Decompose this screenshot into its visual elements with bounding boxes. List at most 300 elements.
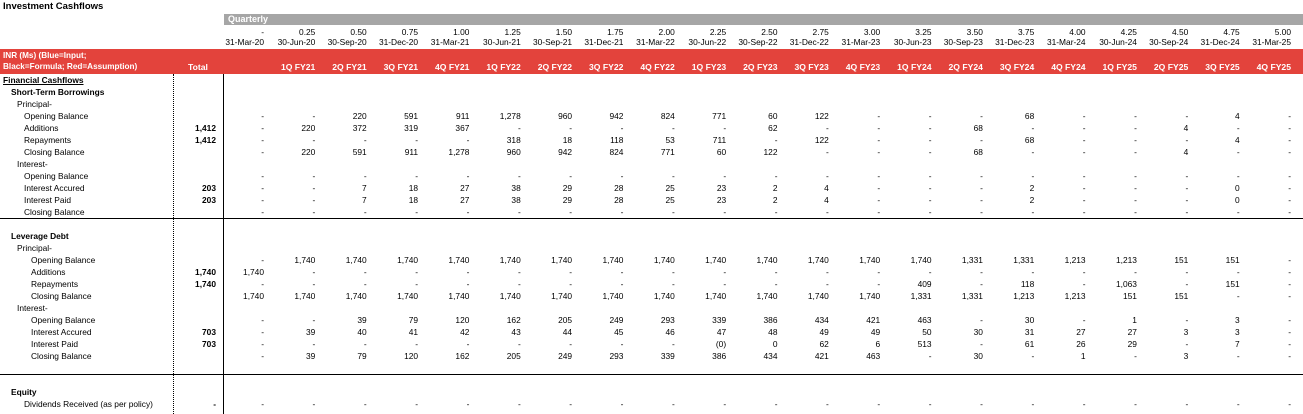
cell-value: - — [1134, 171, 1137, 181]
cell-value: - — [415, 399, 419, 409]
cell-value: - — [261, 327, 264, 337]
cell-value: - — [672, 339, 675, 349]
cell-value: 25 — [665, 195, 675, 205]
cell-value: (0) — [715, 339, 727, 349]
cell-value: 60 — [768, 111, 778, 121]
cell-value: 1,331 — [961, 291, 983, 301]
cell-value: - — [928, 183, 932, 193]
cell-value: - — [672, 267, 675, 277]
cell-value: - — [928, 171, 932, 181]
units-legend-line1: INR (Ms) (Blue=Input; — [3, 51, 87, 60]
cell-value: - — [1082, 399, 1086, 409]
cell-value: 4 — [824, 183, 829, 193]
cell-value: 47 — [716, 327, 727, 337]
cell-value: 1,740 — [653, 291, 675, 301]
cell-value: - — [1185, 279, 1189, 289]
row-total: 1,412 — [195, 123, 216, 133]
units-legend-line2: Black=Formula; Red=Assumption) — [3, 62, 138, 71]
row-label: Interest Paid — [31, 339, 79, 349]
cell-value: - — [1134, 399, 1137, 409]
cell-value: - — [312, 171, 316, 181]
cell-value: 293 — [660, 315, 675, 325]
period-date: 31-Mar-20 — [225, 37, 264, 47]
quarter-label: 2Q FY21 — [332, 62, 367, 72]
cell-value: - — [1031, 267, 1035, 277]
period-date: 31-Mar-25 — [1252, 37, 1291, 47]
cell-value: - — [980, 135, 983, 145]
cell-value: 1,740 — [756, 255, 778, 265]
cell-value: - — [312, 279, 316, 289]
cell-value: - — [1082, 183, 1086, 193]
cell-value: 27 — [460, 183, 470, 193]
cell-value: - — [261, 399, 264, 409]
cell-value: - — [826, 267, 829, 277]
cell-value: - — [877, 147, 881, 157]
row-label: Additions — [24, 123, 59, 133]
row-label: Repayments — [24, 135, 72, 145]
cell-value: - — [826, 147, 829, 157]
cell-value: - — [1082, 207, 1086, 217]
cell-value: - — [980, 111, 983, 121]
quarter-label: 3Q FY24 — [999, 62, 1035, 72]
cell-value: - — [928, 147, 932, 157]
cell-value: 339 — [712, 315, 727, 325]
period-date: 30-Jun-24 — [1099, 37, 1137, 47]
quarter-label: 1Q FY22 — [486, 62, 521, 72]
cell-value: - — [1288, 255, 1291, 265]
period-year: 0.50 — [350, 27, 367, 37]
quarter-label: 1Q FY24 — [897, 62, 932, 72]
period-year: 2.25 — [709, 27, 727, 37]
cell-value: - — [928, 399, 932, 409]
cell-value: - — [415, 171, 419, 181]
cell-value: 68 — [973, 123, 983, 133]
cell-value: 1,740 — [448, 291, 470, 301]
cell-value: 824 — [609, 147, 624, 157]
cell-value: 151 — [1174, 291, 1189, 301]
period-year: 4.25 — [1120, 27, 1137, 37]
cell-value: 60 — [716, 147, 727, 157]
cell-value: - — [517, 279, 521, 289]
period-date: 30-Sep-22 — [738, 37, 778, 47]
cell-value: 1,331 — [961, 255, 983, 265]
cell-value: - — [363, 207, 367, 217]
cell-value: 1 — [1132, 315, 1137, 325]
cell-value: - — [723, 123, 727, 133]
cell-value: 2 — [772, 195, 778, 205]
cell-value: - — [1082, 111, 1086, 121]
cell-value: - — [1082, 123, 1086, 133]
cell-value: - — [261, 135, 264, 145]
period-date: 30-Sep-24 — [1149, 37, 1189, 47]
cell-value: - — [1082, 279, 1086, 289]
cell-value: - — [1236, 147, 1240, 157]
period-date: 31-Dec-23 — [995, 37, 1035, 47]
period-year: 5.00 — [1274, 27, 1291, 37]
cell-value: - — [1185, 339, 1189, 349]
cell-value: - — [1288, 339, 1291, 349]
quarter-label: 4Q FY22 — [640, 62, 675, 72]
cell-value: 120 — [404, 351, 419, 361]
total-header: Total — [188, 62, 208, 72]
cell-value: 1,740 — [551, 291, 573, 301]
cell-value: 220 — [301, 123, 316, 133]
row-total: 203 — [202, 195, 216, 205]
cell-value: - — [1082, 171, 1086, 181]
row-label: Opening Balance — [31, 315, 96, 325]
row-label: Interest- — [17, 159, 48, 169]
cell-value: - — [620, 339, 624, 349]
period-date: 31-Dec-24 — [1200, 37, 1240, 47]
cell-value: - — [826, 207, 829, 217]
cell-value: 205 — [506, 351, 521, 361]
cell-value: - — [1236, 123, 1240, 133]
cell-value: - — [877, 195, 881, 205]
cell-value: - — [312, 135, 316, 145]
cell-value: - — [1134, 135, 1137, 145]
cell-value: - — [928, 123, 932, 133]
cell-value: - — [261, 147, 264, 157]
row-label: Equity — [11, 387, 37, 397]
row-total: - — [213, 399, 216, 409]
cell-value: - — [517, 207, 521, 217]
cell-value: - — [877, 171, 881, 181]
cell-value: - — [261, 183, 264, 193]
cell-value: - — [980, 399, 983, 409]
cell-value: - — [826, 279, 829, 289]
cell-value: - — [1134, 111, 1137, 121]
cell-value: 319 — [404, 123, 419, 133]
cell-value: 960 — [558, 111, 573, 121]
cell-value: 249 — [609, 315, 624, 325]
row-label: Short-Term Borrowings — [11, 87, 105, 97]
cell-value: - — [1134, 183, 1137, 193]
period-year: - — [261, 27, 264, 37]
cell-value: - — [261, 171, 264, 181]
cell-value: 1,740 — [859, 291, 881, 301]
cell-value: 38 — [511, 183, 521, 193]
period-year: 1.00 — [453, 27, 470, 37]
cell-value: - — [569, 171, 573, 181]
cell-value: 29 — [1127, 339, 1137, 349]
cell-value: - — [774, 399, 778, 409]
row-label: Interest Accured — [24, 183, 85, 193]
cell-value: 39 — [306, 351, 316, 361]
period-date: 30-Jun-22 — [688, 37, 727, 47]
cell-value: 46 — [665, 327, 675, 337]
cell-value: - — [723, 399, 727, 409]
cell-value: - — [1288, 111, 1291, 121]
period-year: 0.75 — [401, 27, 419, 37]
cell-value: - — [466, 135, 470, 145]
cell-value: 463 — [866, 351, 881, 361]
cell-value: 48 — [768, 327, 778, 337]
cell-value: - — [1134, 147, 1137, 157]
cell-value: - — [928, 351, 932, 361]
cell-value: 27 — [460, 195, 470, 205]
cell-value: - — [877, 279, 881, 289]
cell-value: 79 — [357, 351, 367, 361]
cell-value: - — [1031, 399, 1035, 409]
cell-value: 1,740 — [705, 255, 727, 265]
cell-value: - — [312, 339, 316, 349]
cell-value: 4 — [1234, 135, 1240, 145]
cell-value: - — [620, 267, 624, 277]
cell-value: - — [466, 279, 470, 289]
cell-value: - — [1288, 291, 1291, 301]
cell-value: - — [1236, 351, 1240, 361]
cell-value: - — [415, 339, 419, 349]
cell-value: - — [261, 279, 264, 289]
quarter-label: 3Q FY25 — [1205, 62, 1240, 72]
cell-value: - — [1031, 123, 1035, 133]
cell-value: - — [1288, 171, 1291, 181]
cell-value: - — [1236, 207, 1240, 217]
row-total: 1,412 — [195, 135, 216, 145]
cell-value: 942 — [558, 147, 573, 157]
row-label: Dividends Received (as per policy) — [24, 399, 153, 409]
cell-value: 1,740 — [653, 255, 675, 265]
cell-value: 2 — [1029, 195, 1035, 205]
cell-value: 68 — [1024, 135, 1035, 145]
quarter-label: 2Q FY24 — [948, 62, 983, 72]
period-year: 2.00 — [658, 27, 675, 37]
cell-value: 6 — [875, 339, 881, 349]
cell-value: 1,740 — [859, 255, 881, 265]
quarterly-bar: Quarterly — [224, 14, 1303, 25]
period-year: 3.25 — [915, 27, 932, 37]
cell-value: - — [1288, 207, 1291, 217]
cell-value: - — [1236, 267, 1240, 277]
row-label: Closing Balance — [24, 207, 85, 217]
cell-value: - — [1288, 327, 1291, 337]
cell-value: - — [928, 207, 932, 217]
cell-value: - — [312, 111, 316, 121]
cell-value: - — [517, 267, 521, 277]
cell-value: 942 — [609, 111, 624, 121]
period-year: 1.25 — [504, 27, 521, 37]
cell-value: 386 — [763, 315, 778, 325]
cell-value: 1,740 — [345, 255, 367, 265]
cell-value: 68 — [973, 147, 983, 157]
cell-value: 1,740 — [602, 291, 624, 301]
cell-value: 1,213 — [1064, 255, 1086, 265]
cell-value: 771 — [660, 147, 675, 157]
cell-value: 1,331 — [1013, 255, 1035, 265]
cell-value: - — [569, 399, 573, 409]
cell-value: - — [312, 207, 316, 217]
cell-value: - — [1031, 351, 1035, 361]
cell-value: 220 — [301, 147, 316, 157]
cell-value: 591 — [404, 111, 419, 121]
cell-value: 122 — [814, 135, 829, 145]
cell-value: 1,740 — [807, 291, 829, 301]
row-label: Closing Balance — [31, 351, 92, 361]
cell-value: 23 — [716, 195, 727, 205]
cell-value: 38 — [511, 195, 521, 205]
cell-value: 0 — [772, 339, 778, 349]
cell-value: - — [466, 339, 470, 349]
cell-value: - — [1288, 279, 1291, 289]
cell-value: - — [569, 339, 573, 349]
cell-value: - — [928, 111, 932, 121]
cell-value: 1,213 — [1013, 291, 1035, 301]
cell-value: 1,740 — [499, 255, 521, 265]
cell-value: - — [1288, 123, 1291, 133]
cell-value: 1,740 — [294, 291, 316, 301]
cell-value: 118 — [1020, 279, 1035, 289]
cell-value: 463 — [917, 315, 932, 325]
cell-value: 118 — [610, 135, 624, 145]
cell-value: - — [672, 279, 675, 289]
cell-value: 49 — [870, 327, 881, 337]
cell-value: 42 — [460, 327, 470, 337]
period-year: 0.25 — [299, 27, 316, 37]
cell-value: - — [774, 135, 778, 145]
cell-value: - — [312, 195, 316, 205]
cell-value: 1,740 — [807, 255, 829, 265]
cell-value: 1,740 — [756, 291, 778, 301]
cell-value: 4 — [1183, 123, 1189, 133]
cell-value: 26 — [1076, 339, 1086, 349]
row-label: Financial Cashflows — [3, 75, 84, 85]
cell-value: - — [1236, 291, 1240, 301]
cell-value: 45 — [614, 327, 624, 337]
sheet-title: Investment Cashflows — [3, 1, 104, 12]
row-label: Closing Balance — [24, 147, 85, 157]
cell-value: 911 — [456, 111, 470, 121]
cell-value: 29 — [562, 195, 573, 205]
cell-value: - — [466, 399, 470, 409]
cell-value: - — [312, 183, 316, 193]
cell-value: - — [363, 339, 367, 349]
row-label: Principal- — [17, 99, 52, 109]
cell-value: 25 — [665, 183, 675, 193]
section-separator — [0, 218, 1303, 219]
cell-value: - — [980, 207, 983, 217]
cell-value: - — [826, 399, 829, 409]
cell-value: - — [363, 279, 367, 289]
cell-value: - — [723, 207, 727, 217]
cell-value: 29 — [562, 183, 573, 193]
cell-value: 1,278 — [448, 147, 470, 157]
cell-value: 23 — [716, 183, 727, 193]
cell-value: - — [415, 267, 419, 277]
cell-value: 122 — [814, 111, 829, 121]
cell-value: 79 — [408, 315, 419, 325]
period-year: 1.50 — [555, 27, 573, 37]
cell-value: - — [1288, 135, 1291, 145]
cell-value: - — [877, 123, 881, 133]
period-date: 30-Jun-20 — [277, 37, 316, 47]
cell-value: 1,740 — [705, 291, 727, 301]
cell-value: 1,740 — [243, 267, 264, 277]
row-total: 1,740 — [195, 267, 216, 277]
period-year: 4.75 — [1223, 27, 1240, 37]
cell-value: - — [1082, 267, 1086, 277]
row-label: Additions — [31, 267, 66, 277]
cell-value: - — [877, 135, 881, 145]
cell-value: 372 — [352, 123, 367, 133]
cell-value: 44 — [562, 327, 573, 337]
cell-value: 3 — [1183, 327, 1189, 337]
cell-value: - — [1185, 315, 1189, 325]
row-label: Opening Balance — [24, 171, 89, 181]
cell-value: - — [877, 207, 881, 217]
cell-value: 7 — [362, 183, 367, 193]
quarter-label: 4Q FY21 — [434, 62, 470, 72]
cell-value: 0 — [1234, 195, 1240, 205]
cell-value: - — [261, 315, 264, 325]
cell-value: 1,740 — [397, 291, 419, 301]
row-label: Interest Paid — [24, 195, 72, 205]
cell-value: - — [1288, 267, 1291, 277]
cell-value: - — [415, 279, 419, 289]
cell-value: - — [1288, 399, 1291, 409]
cell-value: 18 — [408, 183, 419, 193]
row-total: 703 — [202, 339, 216, 349]
cell-value: 4 — [1234, 111, 1240, 121]
cell-value: 27 — [1127, 327, 1137, 337]
cell-value: - — [774, 267, 778, 277]
cell-value: - — [1082, 147, 1086, 157]
cell-value: - — [312, 315, 316, 325]
cell-value: 318 — [506, 135, 521, 145]
quarter-label: 2Q FY25 — [1153, 62, 1189, 72]
cell-value: - — [980, 315, 983, 325]
cell-value: - — [980, 183, 983, 193]
period-date: 31-Dec-22 — [789, 37, 829, 47]
cell-value: 7 — [362, 195, 367, 205]
cell-value: - — [980, 267, 983, 277]
quarter-label: 4Q FY24 — [1051, 62, 1086, 72]
cell-value: 68 — [1024, 111, 1035, 121]
column-header-band — [0, 49, 1303, 74]
cell-value: - — [980, 279, 983, 289]
cell-value: - — [569, 123, 573, 133]
cell-value: 911 — [404, 147, 419, 157]
quarter-label: 1Q FY25 — [1102, 62, 1137, 72]
cell-value: 151 — [1225, 279, 1240, 289]
cell-value: - — [517, 171, 521, 181]
cell-value: - — [826, 123, 829, 133]
cell-value: 434 — [763, 351, 778, 361]
cell-value: 1,213 — [1064, 291, 1086, 301]
cell-value: 434 — [814, 315, 829, 325]
cell-value: 27 — [1076, 327, 1086, 337]
cell-value: 386 — [712, 351, 727, 361]
quarter-label: 1Q FY23 — [691, 62, 727, 72]
cell-value: 1,740 — [345, 291, 367, 301]
period-date: 31-Dec-21 — [584, 37, 624, 47]
cell-value: - — [1082, 135, 1086, 145]
cell-value: 49 — [819, 327, 829, 337]
cell-value: - — [672, 123, 675, 133]
period-date: 31-Mar-23 — [841, 37, 881, 47]
cell-value: - — [1288, 147, 1291, 157]
cell-value: - — [928, 135, 932, 145]
cell-value: 711 — [712, 135, 727, 145]
cell-value: 367 — [455, 123, 470, 133]
quarter-label: 3Q FY22 — [589, 62, 624, 72]
period-year: 1.75 — [607, 27, 624, 37]
quarter-label: 1Q FY21 — [280, 62, 316, 72]
cell-value: 1 — [1080, 351, 1086, 361]
cell-value: - — [569, 279, 573, 289]
cell-value: 53 — [665, 135, 675, 145]
cell-value: 62 — [768, 123, 778, 133]
cell-value: 30 — [973, 327, 983, 337]
